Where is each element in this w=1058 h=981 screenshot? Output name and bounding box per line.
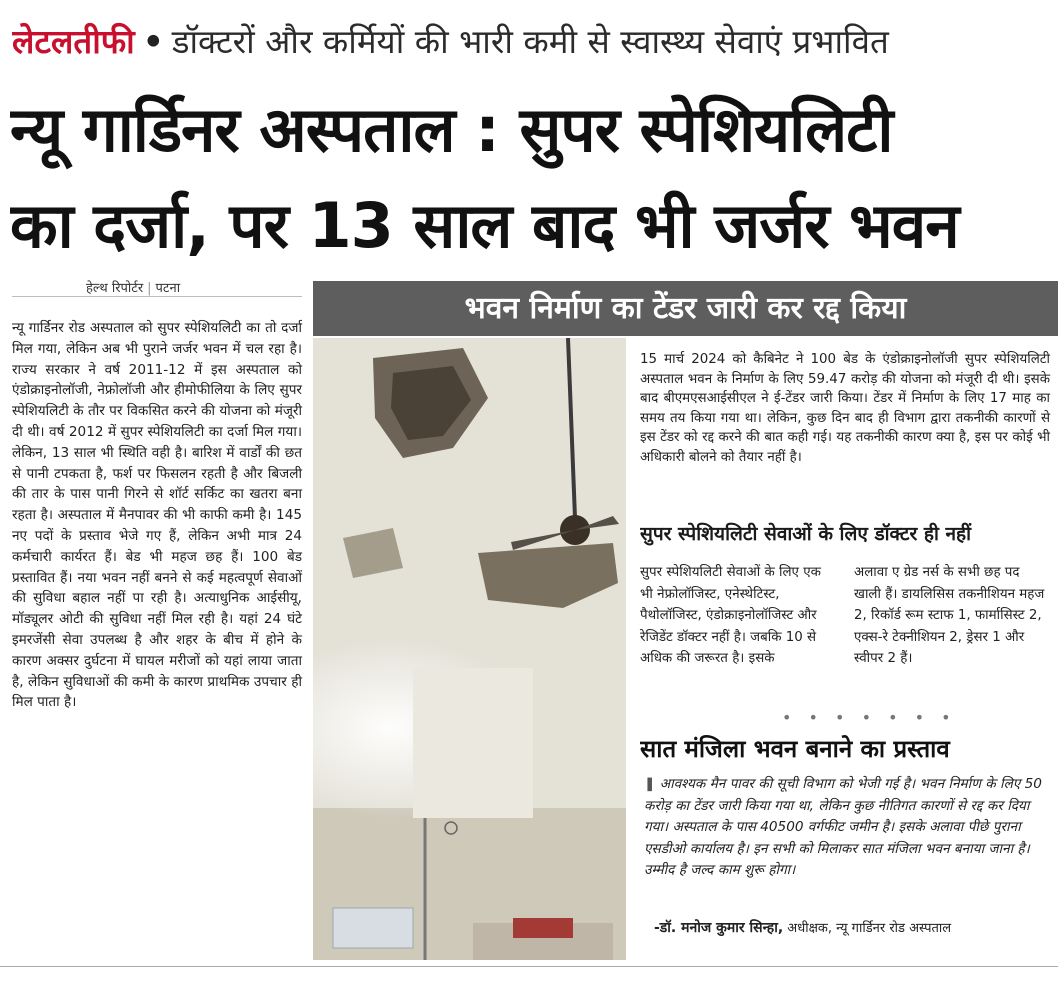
official-quote — [644, 774, 1050, 882]
quote-signoff — [654, 918, 1050, 937]
headline-line-1: न्यू गार्डिनर अस्पताल : सुपर स्पेशियलिटी — [10, 93, 893, 166]
signoff-name: -डॉ. मनोज कुमार सिन्हा, — [654, 920, 784, 936]
tender-paragraph: 15 मार्च 2024 को कैबिनेट ने 100 बेड के एंडोक्राइनोलॉजी सुपर स्पेशियलिटी अस्पताल भवन के निर्माण के लिए 59.47 करोड़ की योजना को मंजूरी दी थी। इसके बाद बीएमएसआईसीएल ने ई-टेंडर जारी किया। टेंडर में निर्माण के लिए 17 माह का समय तय किया गया था। लेकिन, कुछ दिन बाद ही विभाग द्वारा तकनीकी कारणों से इस टेंडर को रद्द करने की बात कही गई। यह तकनीकी कारण क्या है, इस पर कोई भी अधिकारी बोलने को तैयार नहीं है। — [640, 352, 1050, 465]
blanket-red — [513, 918, 573, 938]
byline — [86, 278, 180, 296]
quote-text: आवश्यक मैन पावर की सूची विभाग को भेजी गई है। भवन निर्माण के लिए 50 करोड़ का टेंडर जारी किया गया था, लेकिन कुछ नीतिगत कारणों से रद्द कर दिया गया। अस्पताल के पास 40500 वर्गफीट जमीन है। इसके अलावा पीछे पुराना एसडीओ कार्यालय है। इन सभी को मिलाकर सात मंजिला भवन बनाया जाना है। उम्मीद है जल्द काम शुरू होगा। — [644, 776, 1042, 878]
headline — [10, 82, 1050, 274]
section-divider-dots: • • • • • • • — [782, 708, 957, 727]
section-doctors-body — [640, 562, 1050, 670]
subhead-bar: भवन निर्माण का टेंडर जारी कर रद्द किया — [313, 281, 1058, 336]
byline-separator: | — [147, 281, 152, 296]
byline-city: पटना — [155, 281, 181, 296]
quote-mark-icon: ❚ — [644, 776, 656, 792]
section-proposal-heading: सात मंजिला भवन बनाने का प्रस्ताव — [640, 735, 950, 763]
bed-frame-left — [333, 908, 413, 948]
kicker-line — [12, 14, 1046, 70]
kicker-label: लेटलतीफी — [12, 22, 135, 61]
photo-damaged-ceiling — [313, 338, 626, 960]
kicker-separator: • — [142, 22, 164, 61]
kicker-text: डॉक्टरों और कर्मियों की भारी कमी से स्वास्थ्य सेवाएं प्रभावित — [171, 22, 889, 61]
bottom-rule — [0, 966, 1058, 967]
body-left-column: न्यू गार्डिनर रोड अस्पताल को सुपर स्पेशियलिटी का तो दर्जा मिल गया, लेकिन अब भी पुराने जर्जर भवन में चल रहा है। राज्य सरकार ने वर्ष 2011-12 में इस अस्पताल को एंडोक्राइनोलॉजी, नेफ्रोलॉजी और हीमोफीलिया के लिए सुपर स्पेशियलिटी के तौर पर विकसित करने की योजना को मंजूरी दी थी। वर्ष 2012 में सुपर स्पेशियलिटी का दर्जा मिल गया। लेकिन, 13 साल भी स्थिति वही है। बारिश में वार्डों की छत से पानी टपकता है, फर्श पर फिसलन रहती है और बिजली की तार के पास पानी गिरने से शॉर्ट सर्किट का खतरा बना रहता है। अस्पताल में मैनपावर की भी काफी कमी है। 145 नए पदों के प्रस्ताव भेजे गए हैं, लेकिन अभी मात्र 24 कर्मचारी कार्यरत हैं। बेड भी महज छह हैं। 100 बेड प्रस्तावित हैं। नया भवन नहीं बनने से कई महत्वपूर्ण सेवाओं की सुविधा बहाल नहीं पा रही है। अत्याधुनिक आईसीयू, मॉड्यूलर ओटी की सुविधा नहीं मिल रही है। यहां 24 घंटे इमरजेंसी सेवा उपलब्ध है और शहर के बीच में होने के कारण अक्सर दुर्घटना में घायल मरीजों को यहां लाया जाता है, लेकिन सुविधाओं की कमी के कारण प्राथमिक उपचार ही मिल पाता है। — [12, 320, 302, 711]
headline-line-2: का दर्जा, पर 13 साल बाद भी जर्जर भवन — [10, 189, 959, 262]
section-doctors-col-2: अलावा ए ग्रेड नर्स के सभी छह पद खाली हैं। डायलिसिस तकनीशियन महज 2, रिकॉर्ड रूम स्टाफ 1, फार्मासिस्ट 2, एक्स-रे टेक्नीशियन 2, ड्रेसर 1 और स्वीपर 2 हैं। — [854, 565, 1045, 666]
signoff-title: अधीक्षक, न्यू गार्डिनर रोड अस्पताल — [787, 921, 952, 936]
byline-reporter: हेल्थ रिपोर्टर — [86, 281, 144, 296]
photo-illustration — [313, 338, 626, 960]
byline-divider — [12, 296, 302, 297]
section-doctors-heading: सुपर स्पेशियलिटी सेवाओं के लिए डॉक्टर ही नहीं — [640, 523, 972, 545]
section-doctors-col-1: सुपर स्पेशियलिटी सेवाओं के लिए एक भी नेफ्रोलॉजिस्ट, एनेस्थेटिस्ट, पैथोलॉजिस्ट, एंडोक्राइनोलॉजिस्ट और रेजिडेंट डॉक्टर नहीं है। जबकि 10 से अधिक की जरूरत है। इसके — [640, 565, 821, 666]
wall-pillar — [413, 668, 533, 818]
